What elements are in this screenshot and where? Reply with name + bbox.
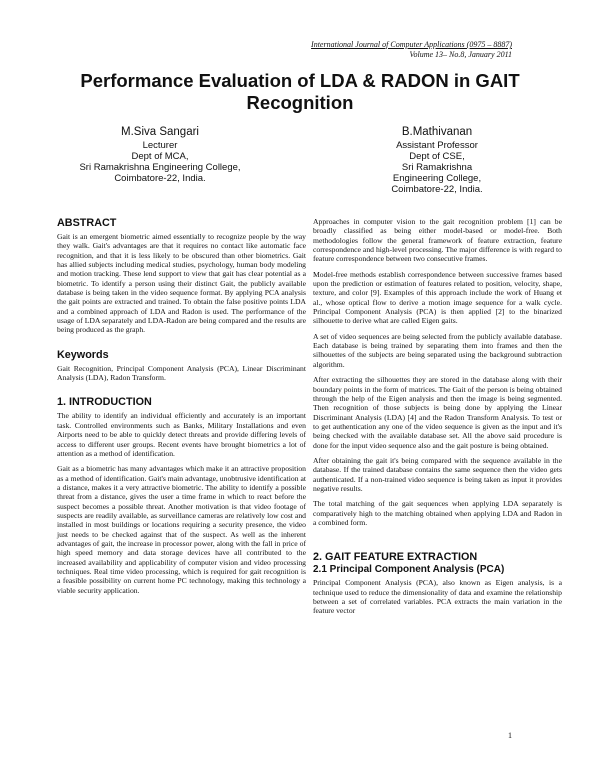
section2-heading: 2. GAIT FEATURE EXTRACTION <box>313 551 478 564</box>
body-paragraph: After extracting the silhouettes they are stored in the database along with their boundary points in the form of matrices. The Gait of the person is being obtained through the help of the Eigen analysis and then the image is being segmented. Then recognition of those subjects is being done by applying the Linear Discriminant Analysis (LDA) [4] and the Radon Transform Analysis. To test or to get authentication any one of the video sequence is given as the input and it's being checked with the available database set. All the above said procedure is done for the input video sequence also and the gait posture is being obtained. <box>313 375 562 450</box>
section2-text: Principal Component Analysis (PCA), also known as Eigen analysis, is a technique used to reduce the dimensionality of data and examine the relationship between a set of correlated variables. PCA extracts the main variation in the feature vector <box>313 578 562 616</box>
author-line: Sri Ramakrishna Engineering College, <box>79 162 241 173</box>
abstract-text: Gait is an emergent biometric aimed essentially to recognize people by the way they walk. Gait's advantages are that it requires no contact like automatic face recognition, and that it is less likely to be obscured than other biometrics. Gait has allied subjects including medical studies, psychology, human body modeling and motion tracking. These lend support to view that gait has clear potential as a biometric. To identify a person using their distinct Gait, the publicly available database is being taken in the video sequence format. By applying PCA analysis the gait points are extracted and trained. To obtain the false positive points LDA and a combined approach of LDA and Radon is used. The performance of the usage of LDA separately and LDA-Radon are being compared and the results are being produced as the graph. <box>57 232 306 335</box>
keywords-text: Gait Recognition, Principal Component Analysis (PCA), Linear Discriminant Analysis (LDA), Radon Transform. <box>57 363 306 383</box>
intro-paragraph: Gait as a biometric has many advantages which make it an attractive proposition as a method of identification. Gait's main advantage, unobtrusive identification at a distance, makes it a very attractive biometric. The ability to identify a possible threat from a distance, gives the user a time frame in which to react before the suspect becomes a possible threat. Another motivation is that video footage of suspects are readily available, as surveillance cameras are relatively low cost and installed in most buildings or locations requiring a security presence, the video just needs to be checked against that of the suspect. As well as the inherent advantages of gait, the increase in processor power, along with the fall in price of high speed memory and data storage devices have all contributed to the increased availability and applicability of computer vision and video processing techniques. Real time video processing, which is required for gait recognition is a feasible possibility on current home PC technology, making this technology a viable security application. <box>57 464 306 595</box>
section2-1-heading: 2.1 Principal Component Analysis (PCA) <box>313 564 505 576</box>
body-paragraph: After obtaining the gait it's being compared with the sequence available in the database. If the trained database contains the same sequence then the video gets authenticated. If a non-trained video sequence is being taken as input it provides negative results. <box>313 455 562 493</box>
body-paragraph: The total matching of the gait sequences when applying LDA separately is comparatively high to the matching obtained when applying LDA and Radon in a combined form. <box>313 499 562 527</box>
body-paragraph: Model-free methods establish correspondence between successive frames based upon the prediction or estimation of features related to position, velocity, shape, texture, and color [9]. Examples of this approach include the work of Huang et al., whose optical flow to derive a motion image sequence for a walk cycle. Principal Component Analysis (PCA) is then applied [2] to the binarized silhouette to derive what are called Eigen gaits. <box>313 269 562 326</box>
page-number: 1 <box>508 731 512 740</box>
author-line: Sri Ramakrishna <box>401 162 473 173</box>
author-line: Assistant Professor <box>396 140 478 151</box>
author-block-2 <box>352 126 522 195</box>
journal-name: International Journal of Computer Applications (0975 – 8887) <box>311 40 512 49</box>
author-name: B.Mathivanan <box>401 126 473 138</box>
author-line: Engineering College, <box>392 173 482 184</box>
author-line: Coimbatore-22, India. <box>391 184 483 195</box>
author-block-1 <box>60 126 260 184</box>
author-name: M.Siva Sangari <box>121 126 199 138</box>
author-line: Dept of CSE, <box>409 151 465 162</box>
author-line: Dept of MCA, <box>131 151 189 162</box>
paper-title: Performance Evaluation of LDA & RADON in GAIT Recognition <box>80 70 520 113</box>
right-column <box>313 217 562 622</box>
body-paragraph: A set of video sequences are being selected from the publicly available database. Each database is being trained by separating them into frames and then the silhouettes of the subjects are being separated using the background subtraction algorithm. <box>313 331 562 369</box>
introduction-heading: 1. INTRODUCTION <box>57 396 152 409</box>
author-line: Lecturer <box>142 140 178 151</box>
abstract-heading: ABSTRACT <box>57 217 117 229</box>
journal-volume: Volume 13– No.8, January 2011 <box>409 49 512 59</box>
left-column <box>57 217 306 601</box>
author-line: Coimbatore-22, India. <box>114 173 206 184</box>
intro-paragraph: The ability to identify an individual efficiently and accurately is an important task. Controlled environments such as Banks, Military Installations and even Airports need to be able to quickly detect threats and provide differing levels of access to different user groups. Recent events have brought biometrics a lot of attention as a method of identification. <box>57 411 306 458</box>
keywords-heading: Keywords <box>57 348 109 361</box>
body-paragraph: Approaches in computer vision to the gait recognition problem [1] can be broadly classified as being either model-based or model-free. Both methodologies follow the general framework of feature extraction, feature correspondence and high-level processing. The major difference is with regard to feature correspondence between two consecutive frames. <box>313 217 562 264</box>
journal-header <box>192 40 512 59</box>
